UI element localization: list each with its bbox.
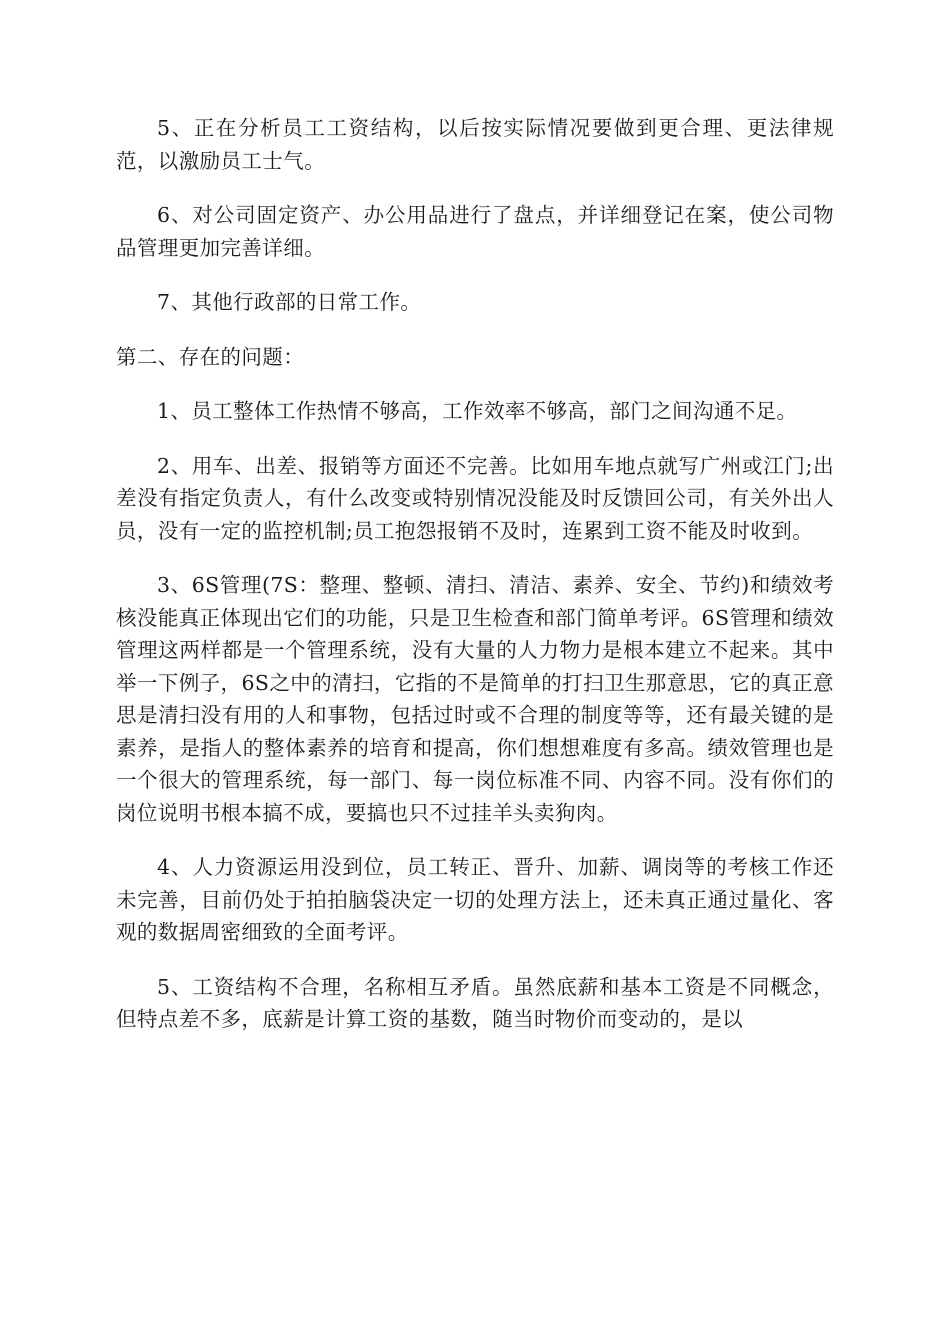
paragraph-item-6-asset-inventory: 6、对公司固定资产、办公用品进行了盘点，并详细登记在案，使公司物品管理更加完善详细。: [116, 203, 834, 260]
problem-item-2-travel-reimbursement: 2、用车、出差、报销等方面还不完善。比如用车地点就写广州或江门;出差没有指定负责人，有什么改变或特别情况没能及时反馈回公司，有关外出人员，没有一定的监控机制;员工抱怨报销不及时，连累到工资不能及时收到。: [116, 453, 834, 543]
document-body: [116, 112, 834, 1058]
section-heading-problems: 第二、存在的问题：: [116, 344, 305, 369]
paragraph-item-5-salary-structure: 5、正在分析员工工资结构，以后按实际情况要做到更合理、更法律规范，以激励员工士气。: [116, 116, 834, 173]
problem-item-3-6s-performance: 3、6S管理(7S：整理、整顿、清扫、清洁、素养、安全、节约)和绩效考核没能真正体现出它们的功能，只是卫生检查和部门简单考评。6S管理和绩效管理这两样都是一个管理系统，没有大量的人力物力是根本建立不起来。其中举一下例子，6S之中的清扫，它指的不是简单的打扫卫生那意思，它的真正意思是清扫没有用的人和事物，包括过时或不合理的制度等等，还有最关键的是素养，是指人的整体素养的培育和提高，你们想想难度有多高。绩效管理也是一个很大的管理系统，每一部门、每一岗位标准不同、内容不同。没有你们的岗位说明书根本搞不成，要搞也只不过挂羊头卖狗肉。: [116, 573, 834, 825]
problem-item-1-enthusiasm: 1、员工整体工作热情不够高，工作效率不够高，部门之间沟通不足。: [157, 399, 798, 423]
paragraph-item-7-daily-work: 7、其他行政部的日常工作。: [157, 290, 422, 314]
problem-item-4-human-resources: 4、人力资源运用没到位，员工转正、晋升、加薪、调岗等的考核工作还未完善，目前仍处于拍拍脑袋决定一切的处理方法上，还未真正通过量化、客观的数据周密细致的全面考评。: [116, 855, 834, 944]
problem-item-5-wage-structure: 5、工资结构不合理，名称相互矛盾。虽然底薪和基本工资是不同概念，但特点差不多，底薪是计算工资的基数，随当时物价而变动的，是以: [116, 974, 834, 1031]
